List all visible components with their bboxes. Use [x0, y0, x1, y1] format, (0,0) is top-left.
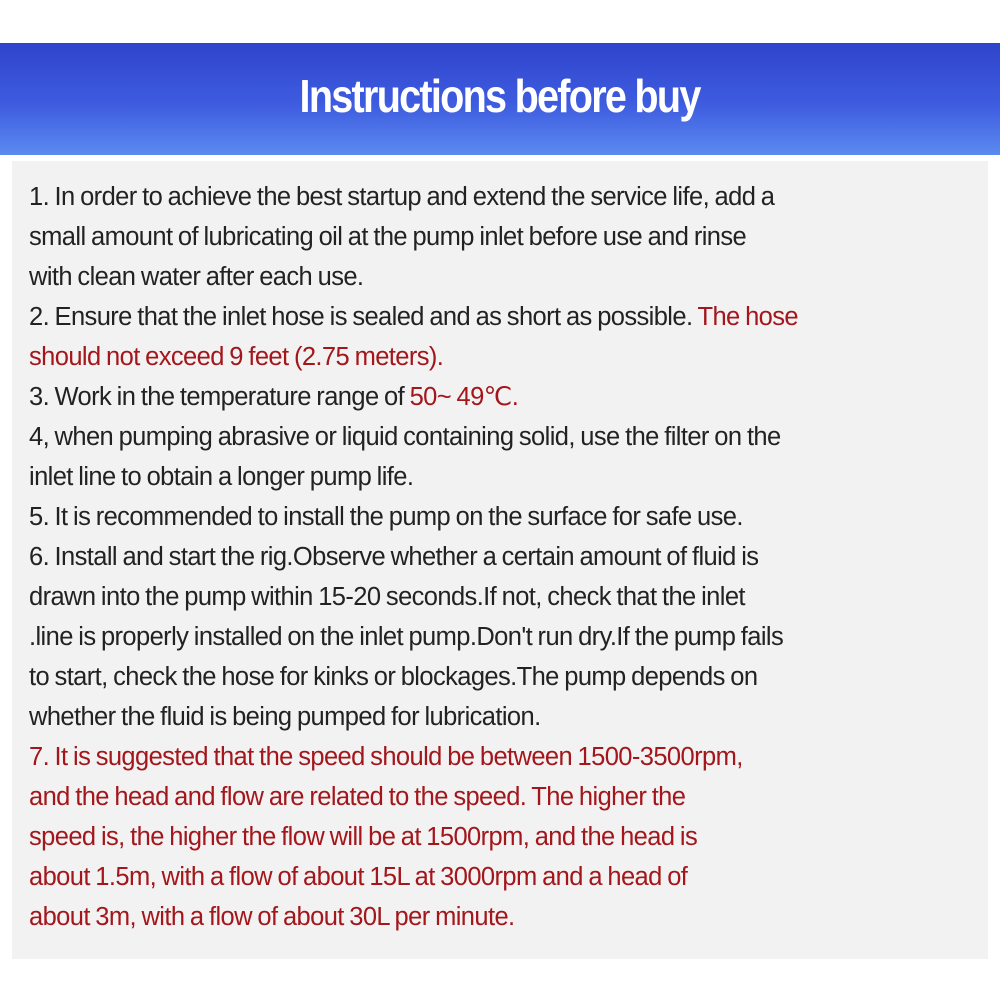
- instruction-item-2: [29, 297, 979, 377]
- header-banner: [0, 43, 1000, 155]
- instruction-line: .line is properly installed on the inlet pump.Don't run dry.If the pump fails: [29, 623, 784, 651]
- page-title: Instructions before buy: [299, 70, 701, 122]
- instruction-highlight: and the head and flow are related to the speed. The higher the: [29, 783, 686, 811]
- instruction-line: to start, check the hose for kinks or blockages.The pump depends on: [29, 663, 758, 691]
- instruction-text: 3. Work in the temperature range of: [29, 383, 405, 411]
- instruction-line: inlet line to obtain a longer pump life.: [29, 463, 414, 491]
- instruction-line: with clean water after each use.: [29, 263, 364, 291]
- instruction-item-5: [29, 497, 979, 537]
- instruction-highlight: about 1.5m, with a flow of about 15L at 3000rpm and a head of: [29, 863, 688, 891]
- instruction-line: drawn into the pump within 15-20 seconds.If not, check that the inlet: [29, 583, 745, 611]
- instruction-highlight: The hose: [697, 303, 798, 331]
- instruction-item-6: [29, 537, 979, 737]
- instruction-line: [29, 377, 979, 417]
- instruction-highlight: should not exceed 9 feet (2.75 meters).: [29, 343, 444, 371]
- instruction-item-1: [29, 177, 979, 297]
- instruction-line: [29, 297, 979, 337]
- instruction-highlight: speed is, the higher the flow will be at 1500rpm, and the head is: [29, 823, 698, 851]
- instruction-text: 2. Ensure that the inlet hose is sealed and as short as possible.: [29, 303, 693, 331]
- instructions-list: [29, 177, 979, 937]
- instruction-line: whether the fluid is being pumped for lubrication.: [29, 703, 541, 731]
- instruction-item-3: [29, 377, 979, 417]
- instruction-line: 6. Install and start the rig.Observe whether a certain amount of fluid is: [29, 543, 759, 571]
- instruction-highlight: 7. It is suggested that the speed should be between 1500-3500rpm,: [29, 743, 743, 771]
- instruction-line: 4, when pumping abrasive or liquid containing solid, use the filter on the: [29, 423, 781, 451]
- instruction-highlight: about 3m, with a flow of about 30L per minute.: [29, 903, 515, 931]
- instructions-panel: [12, 161, 988, 959]
- instruction-item-4: [29, 417, 979, 497]
- instruction-line: 5. It is recommended to install the pump on the surface for safe use.: [29, 503, 743, 531]
- instruction-item-7: [29, 737, 979, 937]
- instruction-line: 1. In order to achieve the best startup and extend the service life, add a: [29, 183, 775, 211]
- instruction-highlight: 50~ 49℃.: [409, 383, 519, 411]
- instruction-line: small amount of lubricating oil at the pump inlet before use and rinse: [29, 223, 747, 251]
